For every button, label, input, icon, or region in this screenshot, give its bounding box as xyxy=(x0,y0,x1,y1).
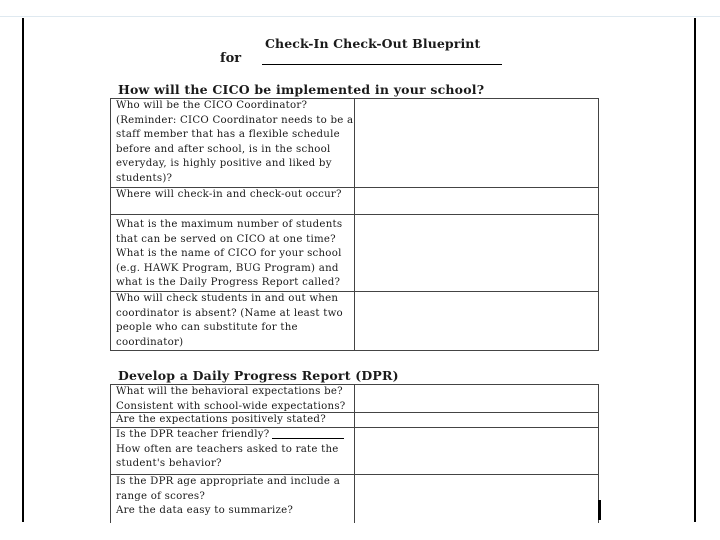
question-expectations: What will the behavioral expectations be? Consistent with school-wide expectations? xyxy=(116,386,346,412)
document-title: Check-In Check-Out Blueprint xyxy=(265,36,481,51)
answer-cell xyxy=(354,291,599,351)
section-heading-dpr: Develop a Daily Progress Report (DPR) xyxy=(118,368,399,383)
for-label: for xyxy=(220,51,242,66)
question-capacity-name: What is the maximum number of students that can be served on CICO at one time? What is the name of CICO for your school (e.g. HAWK Program, BUG Program) and what is the Daily Progress Report called? xyxy=(116,219,343,288)
question-age-appropriate: Is the DPR age appropriate and include a range of scores? Are the data easy to summarize? xyxy=(116,476,341,516)
question-coordinator: Who will be the CICO Coordinator? (Reminder: CICO Coordinator needs to be a staff member that has a flexible schedule before and after school, is in the school everyday, is highly positive and liked by students)? xyxy=(116,100,354,184)
answer-cell xyxy=(354,412,599,428)
top-border-line xyxy=(0,16,720,17)
question-positive: Are the expectations positively stated? xyxy=(116,414,326,425)
section-heading-implementation: How will the CICO be implemented in your school? xyxy=(118,82,485,97)
page-right-edge xyxy=(694,18,696,522)
page-left-edge xyxy=(22,18,24,522)
answer-cell xyxy=(354,98,599,188)
answer-cell xyxy=(354,214,599,292)
answer-cell xyxy=(354,384,599,413)
school-name-blank xyxy=(262,64,502,65)
teacher-friendly-blank xyxy=(272,429,344,439)
question-substitutes: Who will check students in and out when coordinator is absent? (Name at least two people who can substitute for the coordinator) xyxy=(116,293,343,348)
question-teacher-friendly: Is the DPR teacher friendly? How often are teachers asked to rate the student's behavior? xyxy=(116,429,339,469)
page-corner-mark xyxy=(598,500,601,520)
question-location: Where will check-in and check-out occur? xyxy=(116,189,342,200)
answer-cell xyxy=(354,187,599,215)
bottom-crop-mask xyxy=(0,523,720,540)
answer-cell xyxy=(354,427,599,475)
